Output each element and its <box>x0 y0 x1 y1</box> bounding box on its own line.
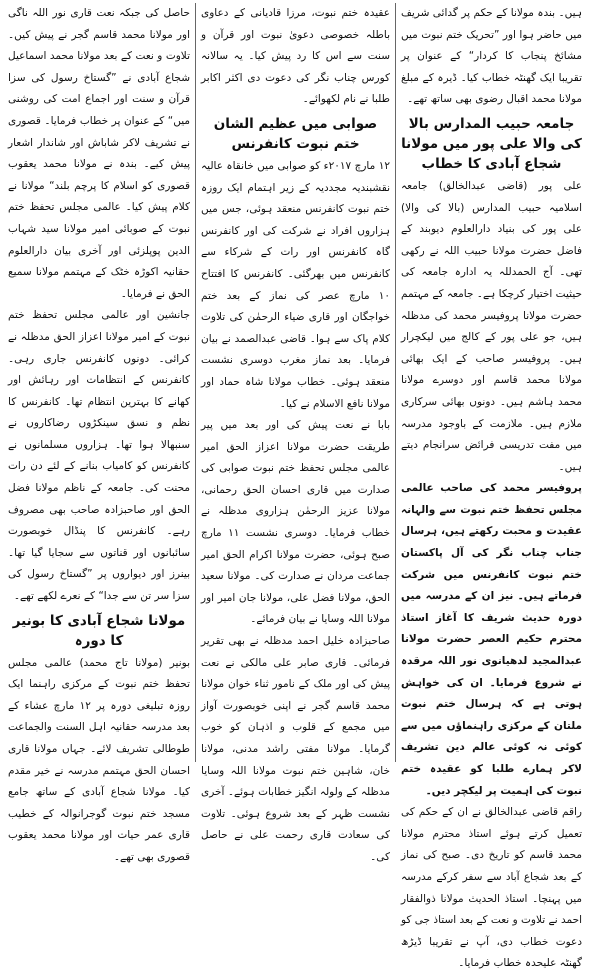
paragraph-swabi-speakers: بابا نے نعت پیش کی اور بعد میں پیر طریقت حضرت مولانا اعزاز الحق امیر عالمی مجلس تحفظ ختم نبوت صوابی کی صدارت میں قاری احسان الحق رحمانی، مولانا عزیز الرحمٰن ہزاروی مدظلہ نے خطاب فرمایا۔ دوسری نشست ۱۱ مارچ صبح ہوئی، حضرت مولانا اکرام الحق امیر جماعت مردان نے صدارت کی۔ مولانا سعید الحق، مولانا فضل علی، مولانا جان امیر اور مولانا اللہ وسایا نے بیان فرمائے۔ <box>201 419 390 626</box>
paragraph-gaddai-visit: ہیں۔ بندہ مولانا کے حکم پر گدائی شریف میں حاضر ہوا اور ”تحریک ختم نبوت میں مشائخ پنجاب کا کردار“ کے عنوان پر تقریبا ایک گھنٹہ خطاب کیا۔ ڈیرہ کے مبلغ مولانا محمد اقبال رضوی بھی ساتھ تھے۔ <box>401 7 582 106</box>
paragraph-alipur-speech: راقم قاضی عبدالخالق نے ان کے حکم کی تعمیل کرتے ہوئے استاذ محترم مولانا محمد قاسم کو تاریخ دی۔ صبح کی نماز کے بعد شجاع آباد سے سفر کرکے مدرسہ میں پہنچا۔ استاذ الحدیث مولانا ذوالفقار احمد نے تلاوت و نعت کے بعد استاذ جی کو دعوت خطاب دی، آپ نے تقریبا ڈیڑھ گھنٹہ علیحدہ خطاب فرمایا۔ <box>401 806 582 970</box>
column-middle <box>195 3 395 863</box>
paragraph-buner-visit: بونیر (مولانا تاج محمد) عالمی مجلس تحفظ ختم نبوت کے مرکزی راہنما ایک روزہ تبلیغی دورہ پر ۱۲ مارچ عشاء کے بعد مدرسہ حقانیہ اہل السنت والجماعت طوطالی تشریف لائے۔ جہاں مولانا قاری احسان الحق مہتمم مدرسہ نے خیر مقدم کیا۔ مولانا شجاع آبادی کے ساتھ جامع مسجد ختم نبوت گوجرانوالہ کے خطیب قاری عمر حیات اور مولانا محمد یعقوب قصوری بھی تھے۔ <box>8 656 190 863</box>
paragraph-naat-speech: حاصل کی جبکہ نعت قاری نور اللہ ناگی اور مولانا محمد قاسم گجر نے پیش کیں۔ تلاوت و نعت کے بعد مولانا محمد اسماعیل شجاع آبادی نے ”گستاخ رسول کی سزا قرآن و سنت اور اجماع امت کی روشنی میں“ کے عنوان پر خطاب فرمایا۔ قصوری نے تشریف لاکر شاباش اور شاندار اشعار پیش کیے۔ بندہ نے مولانا محمد یعقوب قصوری کو اسلام کا پرچم بلند“ مولانا نے کلام پیش کیا۔ عالمی مجلس تحفظ ختم نبوت کے صوبائی امیر مولانا سید شہاب الدین پوپلزئی اور آخری بیان دارالعلوم حقانیہ اکوڑہ خٹک کے مہتمم مولانا سمیع الحق نے فرمایا۔ <box>8 7 190 300</box>
paragraph-swabi-session: صاحبزادہ خلیل احمد مدظلہ نے بھی تقریر فرمائی۔ قاری صابر علی مالکی نے نعت پیش کی اور ملک کے نامور ثناء خوان مولانا محمد قاسم گجر نے اپنی خوبصورت آواز میں مجمع کے قلوب و اذہان کو خوب گرمایا۔ مولانا مفتی راشد مدنی، مولانا خان، شاہین ختم نبوت مولانا اللہ وسایا مدظلہ کے ولولہ انگیز خطابات ہوئے۔ آخری نشست ظہر کے بعد شروع ہوئی۔ تلاوت کی سعادت قاری رحمت علی نے حاصل کی۔ <box>201 635 390 863</box>
column-left <box>3 3 195 863</box>
paragraph-course-topics: عقیدہ ختم نبوت، مرزا قادیانی کے دعاوی باطلہ خصوصی دعویٰ نبوت اور قرآن و سنت سے اس کا رد پیش کیا۔ یہ سالانہ کورس چناب نگر کی دعوت دی اکثر اکابر طلبا نے نام لکھوائے۔ <box>201 7 390 106</box>
headline-alipur: جامعہ حبیب المدارس بالا کی والا علی پور میں مولانا شجاع آبادی کا خطاب <box>401 115 582 172</box>
paragraph-alipur-intro: علی پور (قاضی عبدالخالق) جامعہ اسلامیہ حبیب المدارس (بالا کی والا) علی پور کی بنیاد دارالعلوم دیوبند کے فاضل حضرت مولانا حبیب اللہ نے رکھی تھی۔ آج الحمدللہ یہ ادارہ جامعہ کی حیثیت اختیار کرچکا ہے۔ جامعہ کے مہتمم حضرت مولانا پروفیسر محمد کی مدظلہ ہیں، جو علی پور کے کالج میں لیکچرار ہیں۔ پروفیسر صاحب کے ایک بھائی مولانا محمد قاسم اور دوسرے مولانا محمد ہاشم ہیں۔ دونوں بھائی سرکاری ملازم ہیں۔ ملازمت کے باوجود مدرسہ میں مفت تدریسی فرائض سرانجام دیتے ہیں۔ <box>401 179 582 473</box>
headline-swabi-conference: صوابی میں عظیم الشان ختم نبوت کانفرنس <box>213 115 378 152</box>
paragraph-arrangements: جانشین اور عالمی مجلس تحفظ ختم نبوت کے امیر مولانا اعزاز الحق مدظلہ نے کرائی۔ دونوں کانفرنس جاری رہی۔ کانفرنس کے انتظامات اور رہائش اور کھانے کا بہترین انتظام تھا۔ کانفرنس کا نظم و نسق سینکڑوں رضاکاروں نے سنبھالا ہوا تھا۔ ہزاروں مسلمانوں نے کانفرنس کو کامیاب بنانے کے لئے دن رات محنت کی۔ جامعہ کے ناظم مولانا فضل الحق اور صاحبزادہ صاحب بھی مصروف رہے۔ کانفرنس کا پنڈال خوبصورت سائبانوں اور قناتوں سے سجایا گیا تھا۔ بینرز اور دیواروں پر ”گستاخ رسول کی سزا سر تن سے جدا“ کے نعرے لکھے تھے۔ <box>8 309 190 603</box>
headline-buner-tour: مولانا شجاع آبادی کا بونیر کا دورہ <box>12 612 186 649</box>
column-right <box>395 3 587 970</box>
paragraph-swabi-opening: ۱۲ مارچ ۲۰۱۷ء کو صوابی میں خانقاہ عالیہ نقشبندیہ مجددیہ کے زیر اہتمام ایک روزہ ختم نبوت کانفرنس منعقد ہوئی، جس میں ہزاروں افراد نے شرکت کی اور کانفرنس گاہ کانفرنس اور رات کے شرکاء سے کانفرنس میں بھرگئی۔ کانفرنس کا افتتاح ۱۰ مارچ عصر کی نماز کے بعد ختم خواجگان اور قاری ضیاء الرحمٰن کی تلاوت کلام پاک سے ہوا۔ قاضی عبدالصمد نے بیان فرمایا۔ بعد نماز مغرب دوسری نشست منعقد ہوئی۔ خطاب مولانا شاہ حماد اور مولانا نافع الاسلام نے کیا۔ <box>201 159 390 410</box>
article-columns <box>3 3 587 970</box>
paragraph-alipur-professor: پروفیسر محمد کی صاحب عالمی مجلس تحفظ ختم نبوت سے والہانہ عقیدت و محبت رکھتے ہیں، ہرسال جناب چناب نگر کی آل پاکستان ختم نبوت کانفرنس میں شرکت فرماتے ہیں۔ نیز ان کے مدرسہ میں دورہ حدیث شریف کا آغاز استاذ محترم حکیم العصر حضرت مولانا عبدالمجید لدھیانوی نور اللہ مرقدہ نے شروع فرمایا۔ ان کی خواہش ہوتی ہے کہ ہرسال ختم نبوت ملتان کے مرکزی راہنماؤں میں سے کوئی نہ کوئی عالم دین تشریف لاکر ہمارے طلبا کو عقیدہ ختم نبوت کی اہمیت پر لیکچر دیں۔ <box>401 482 582 797</box>
